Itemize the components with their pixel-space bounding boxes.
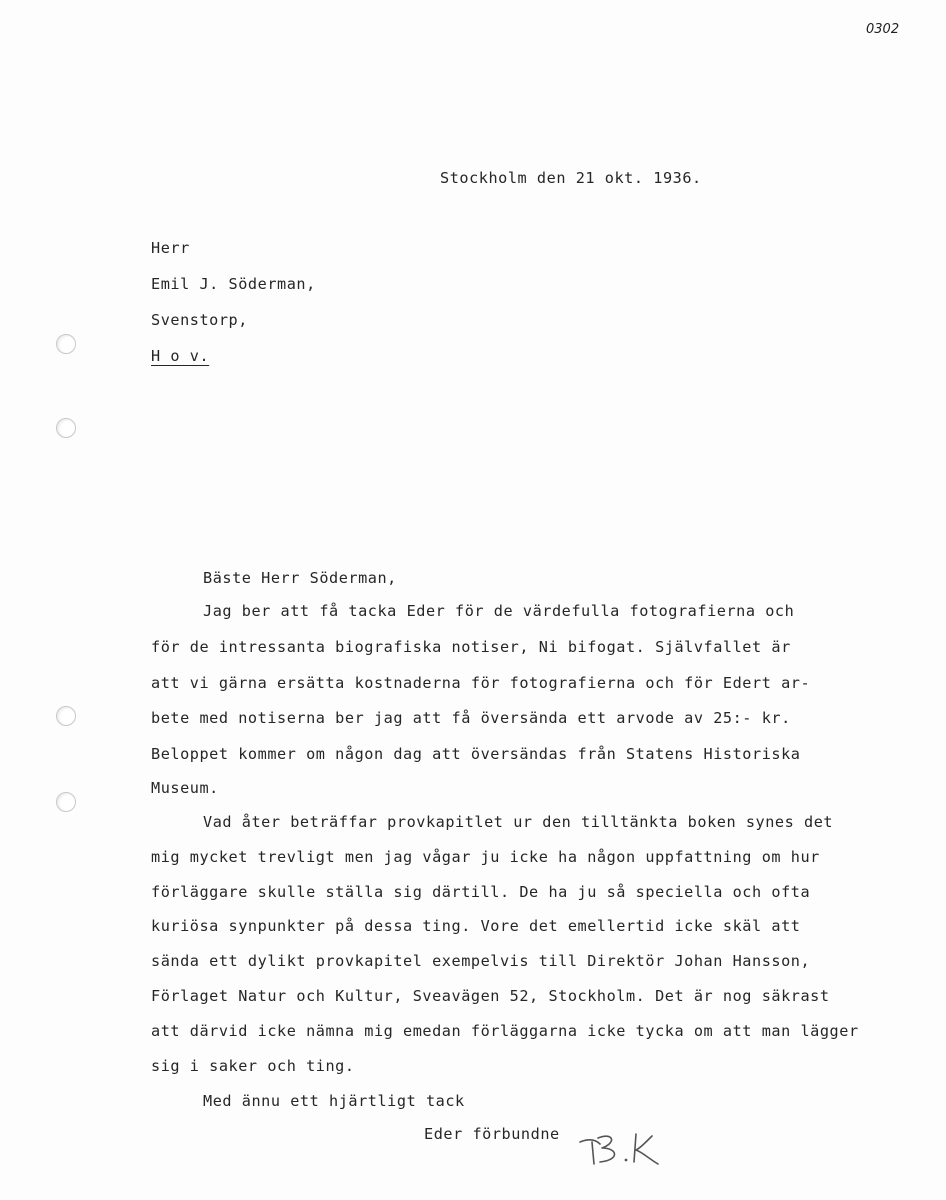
archive-number: 0302 — [866, 22, 900, 37]
body-line: Jag ber att få tacka Eder för de värdefulla fotografierna och — [203, 602, 795, 620]
body-line: förläggare skulle ställa sig därtill. De ha ju så speciella och ofta — [151, 883, 811, 901]
address-city: H o v. — [151, 347, 210, 365]
body-line: Beloppet kommer om någon dag att översändas från Statens Historiska — [151, 745, 801, 763]
body-line: sända ett dylikt provkapitel exempelvis till Direktör Johan Hansson, — [151, 952, 811, 970]
handwritten-signature — [578, 1124, 678, 1166]
body-line: Vad åter beträffar provkapitlet ur den tilltänkta boken synes det — [203, 813, 834, 831]
address-line: Emil J. Söderman, — [151, 275, 316, 293]
body-line: sig i saker och ting. — [151, 1057, 355, 1075]
body-line: Förlaget Natur och Kultur, Sveavägen 52, Stockholm. Det är nog säkrast — [151, 987, 830, 1005]
punch-hole — [56, 792, 76, 812]
address-line: Herr — [151, 239, 190, 257]
punch-hole — [56, 706, 76, 726]
body-line: Museum. — [151, 779, 219, 797]
punch-hole — [56, 418, 76, 438]
dateline: Stockholm den 21 okt. 1936. — [440, 169, 702, 187]
punch-hole — [56, 334, 76, 354]
body-line: för de intressanta biografiska notiser, Ni bifogat. Självfallet är — [151, 638, 791, 656]
body-line: mig mycket trevligt men jag vågar ju icke ha någon uppfattning om hur — [151, 848, 820, 866]
closing-line: Med ännu ett hjärtligt tack — [203, 1092, 465, 1110]
body-line: att vi gärna ersätta kostnaderna för fotografierna och för Edert ar- — [151, 674, 811, 692]
salutation: Bäste Herr Söderman, — [203, 569, 397, 587]
body-line: bete med notiserna ber jag att få översända ett arvode av 25:- kr. — [151, 709, 791, 727]
body-line: att därvid icke nämna mig emedan förläggarna icke tycka om att man lägger — [151, 1022, 859, 1040]
body-line: kuriösa synpunkter på dessa ting. Vore det emellertid icke skäl att — [151, 917, 801, 935]
address-line: Svenstorp, — [151, 311, 248, 329]
signoff: Eder förbundne — [424, 1125, 560, 1143]
